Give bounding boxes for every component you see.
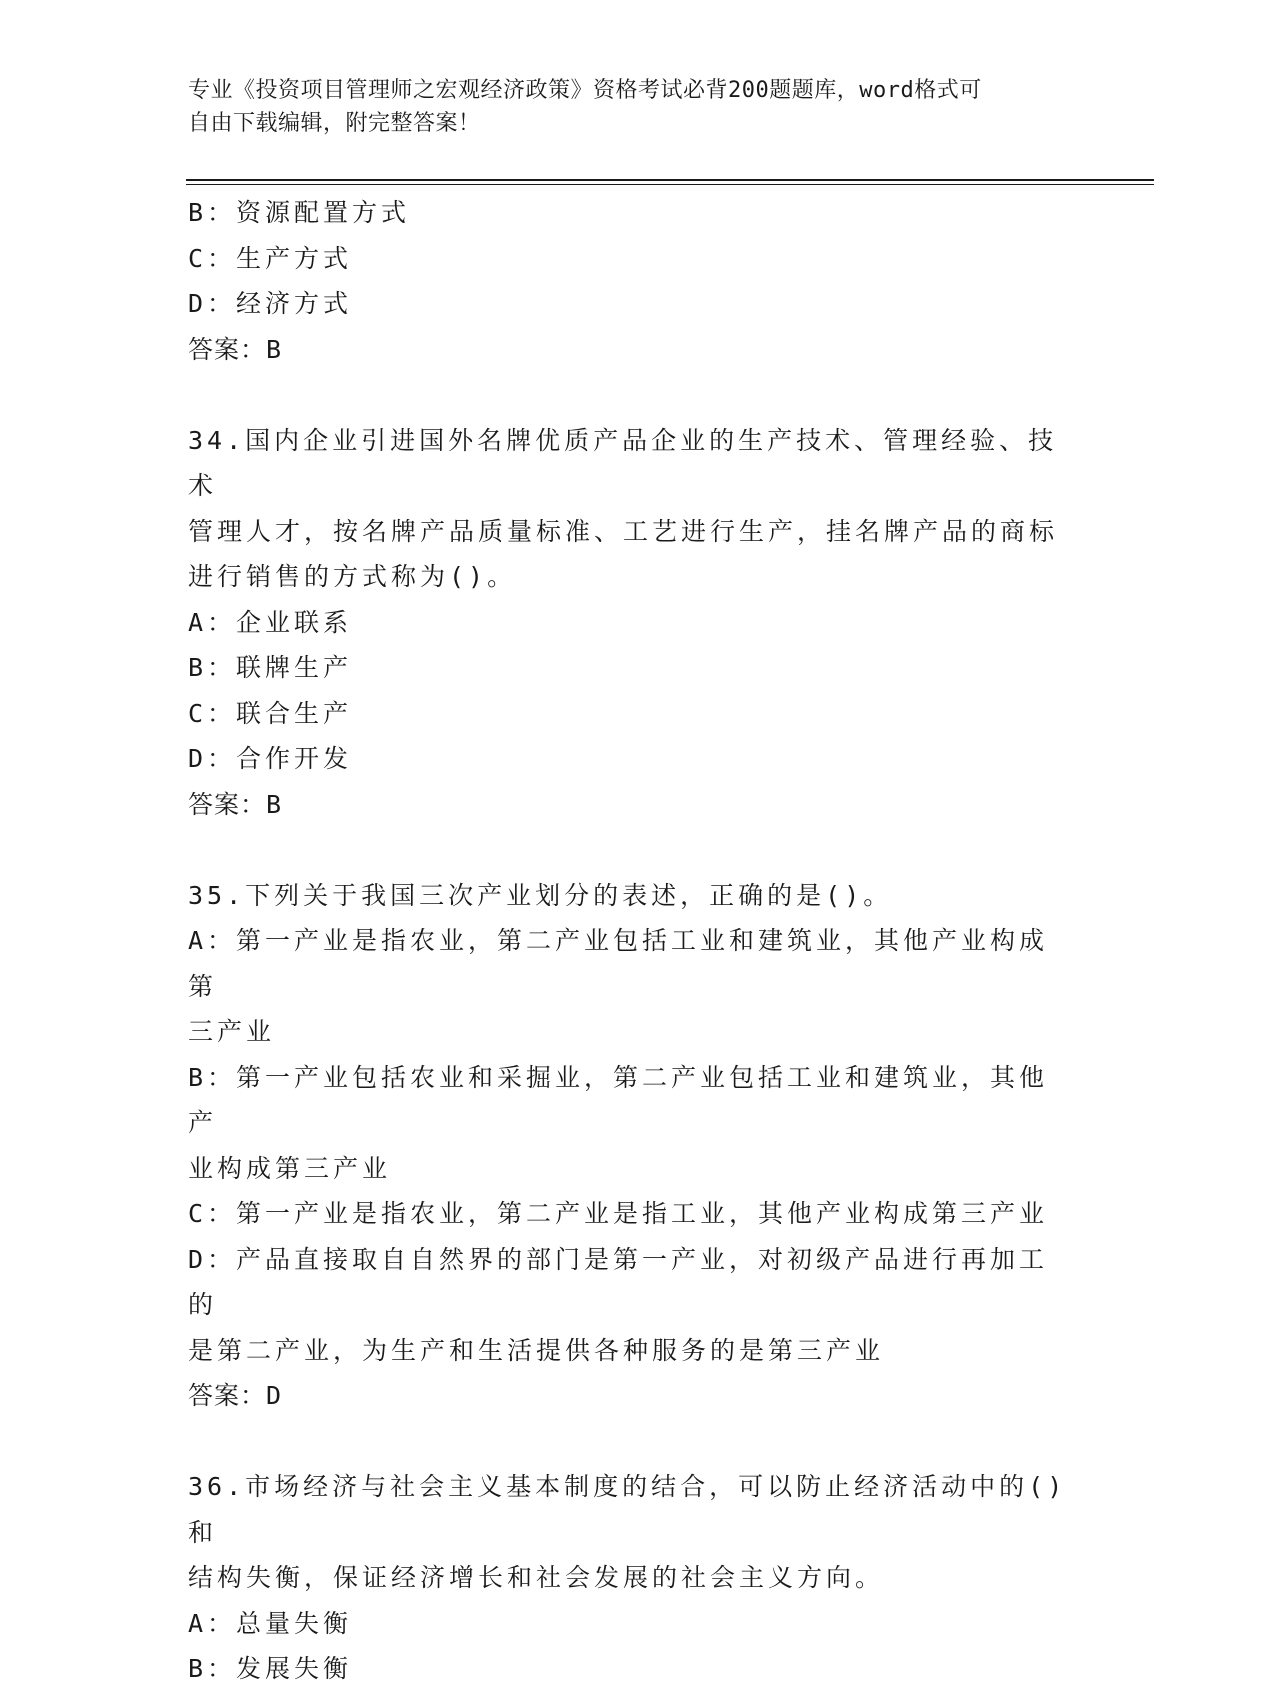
question-stem: 34.国内企业引进国外名牌优质产品企业的生产技术、管理经验、技术 — [188, 425, 1058, 500]
option-c: C：生产方式 — [188, 243, 353, 273]
option-c: C：第一产业是指农业，第二产业是指工业，其他产业构成第三产业 — [188, 1199, 1049, 1228]
answer: 答案：D — [188, 1381, 283, 1410]
option-a: A：总量失衡 — [188, 1608, 353, 1638]
question-34 — [188, 418, 1068, 828]
option-c: C：联合生产 — [188, 698, 353, 728]
header-line: 自由下载编辑，附完整答案！ — [188, 111, 481, 136]
question-stem: 35.下列关于我国三次产业划分的表述，正确的是()。 — [188, 880, 893, 910]
header-line: 专业《投资项目管理师之宏观经济政策》资格考试必背200题题库，word格式可 — [188, 78, 982, 103]
option-d-continued: 是第二产业，为生产和生活提供各种服务的是第三产业 — [188, 1335, 885, 1365]
question-stem: 进行销售的方式称为()。 — [188, 562, 517, 591]
spacer — [188, 372, 1068, 418]
option-b-continued: 业构成第三产业 — [188, 1153, 392, 1183]
header-divider-thick — [186, 179, 1154, 181]
option-a-continued: 三产业 — [188, 1017, 276, 1046]
answer: 答案：B — [188, 789, 283, 819]
carryover-question — [188, 190, 1068, 372]
option-b: B：联牌生产 — [188, 653, 353, 682]
question-36 — [188, 1464, 1068, 1692]
spacer — [188, 827, 1068, 873]
answer: 答案：B — [188, 334, 283, 364]
header-divider-thin — [186, 184, 1154, 185]
option-d: D：产品直接取自自然界的部门是第一产业，对初级产品进行再加工的 — [188, 1244, 1049, 1319]
option-b: B：资源配置方式 — [188, 198, 411, 227]
question-35 — [188, 873, 1068, 1419]
option-a: A：企业联系 — [188, 607, 353, 637]
spacer — [188, 1419, 1068, 1465]
option-d: D：经济方式 — [188, 289, 353, 318]
question-stem: 结构失衡，保证经济增长和社会发展的社会主义方向。 — [188, 1563, 885, 1592]
option-d: D：合作开发 — [188, 744, 353, 773]
question-stem: 管理人才，按名牌产品质量标准、工艺进行生产，挂名牌产品的商标 — [188, 516, 1059, 546]
option-b: B：发展失衡 — [188, 1654, 353, 1683]
question-stem: 36.市场经济与社会主义基本制度的结合，可以防止经济活动中的()和 — [188, 1472, 1067, 1547]
question-content — [188, 190, 1068, 1692]
document-header — [188, 74, 1068, 140]
option-b: B：第一产业包括农业和采掘业，第二产业包括工业和建筑业，其他产 — [188, 1062, 1049, 1137]
option-a: A：第一产业是指农业，第二产业包括工业和建筑业，其他产业构成第 — [188, 926, 1049, 1001]
